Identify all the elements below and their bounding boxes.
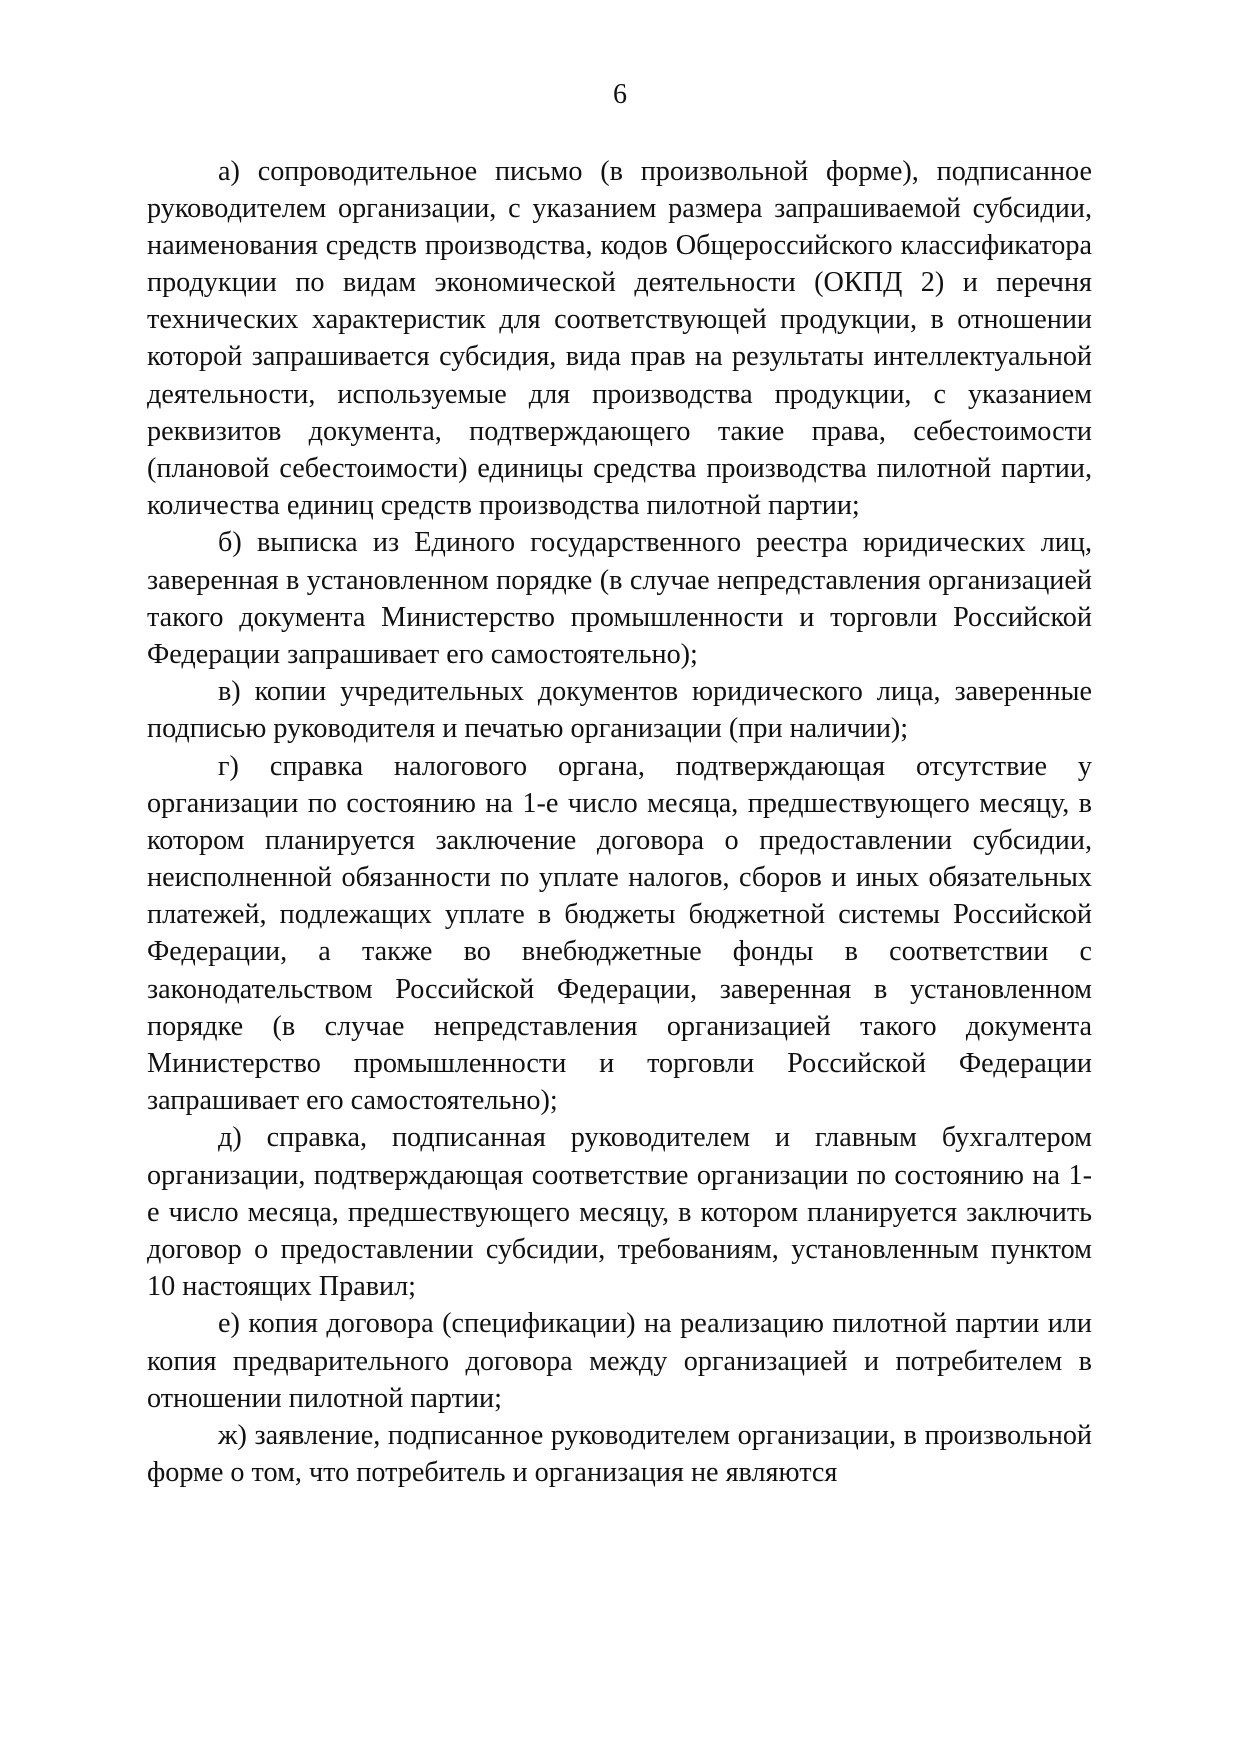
paragraph-g: г) справка налогового органа, подтверждающая отсутствие у организации по состоянию на 1-е число месяца, предшествующего месяцу, в котором планируется заключение договора о предоставлении субсидии, неисполненной обязанности по уплате налогов, сборов и иных обязательных платежей, подлежащих уплате в бюджеты бюджетной системы Российской Федерации, а также во внебюджетные фонды в соответствии с законодательством Российской Федерации, заверенная в установленном порядке (в случае непредставления организацией такого документа Министерство промышленности и торговли Российской Федерации запрашивает его самостоятельно); (147, 751, 1092, 1116)
paragraph-b: б) выписка из Единого государственного реестра юридических лиц, заверенная в установленном порядке (в случае непредставления организацией такого документа Министерство промышленности и торговли Российской Федерации запрашивает его самостоятельно); (147, 527, 1092, 670)
paragraph-a: а) сопроводительное письмо (в произвольной форме), подписанное руководителем организации, с указанием размера запрашиваемой субсидии, наименования средств производства, кодов Общероссийского классификатора продукции по видам экономической деятельности (ОКПД 2) и перечня технических характеристик для соответствующей продукции, в отношении которой запрашивается субсидия, вида прав на результаты интеллектуальной деятельности, используемые для производства продукции, с указанием реквизитов документа, подтверждающего такие права, себестоимости (плановой себестоимости) единицы средства производства пилотной партии, количества единиц средств производства пилотной партии; (147, 156, 1092, 521)
paragraph-v: в) копии учредительных документов юридического лица, заверенные подписью руководителя и печатью организации (при наличии); (147, 676, 1092, 745)
paragraph-e: е) копия договора (спецификации) на реализацию пилотной партии или копия предварительного договора между организацией и потребителем в отношении пилотной партии; (147, 1308, 1092, 1414)
paragraph-d: д) справка, подписанная руководителем и главным бухгалтером организации, подтверждающая соответствие организации по состоянию на 1-е число месяца, предшествующего месяцу, в котором планируется заключить договор о предоставлении субсидии, требованиям, установленным пунктом 10 настоящих Правил; (147, 1122, 1092, 1302)
page-number: 6 (613, 79, 627, 110)
document-body (147, 153, 1092, 1491)
paragraph-zh: ж) заявление, подписанное руководителем организации, в произвольной форме о том, что потребитель и организация не являются (147, 1420, 1092, 1489)
